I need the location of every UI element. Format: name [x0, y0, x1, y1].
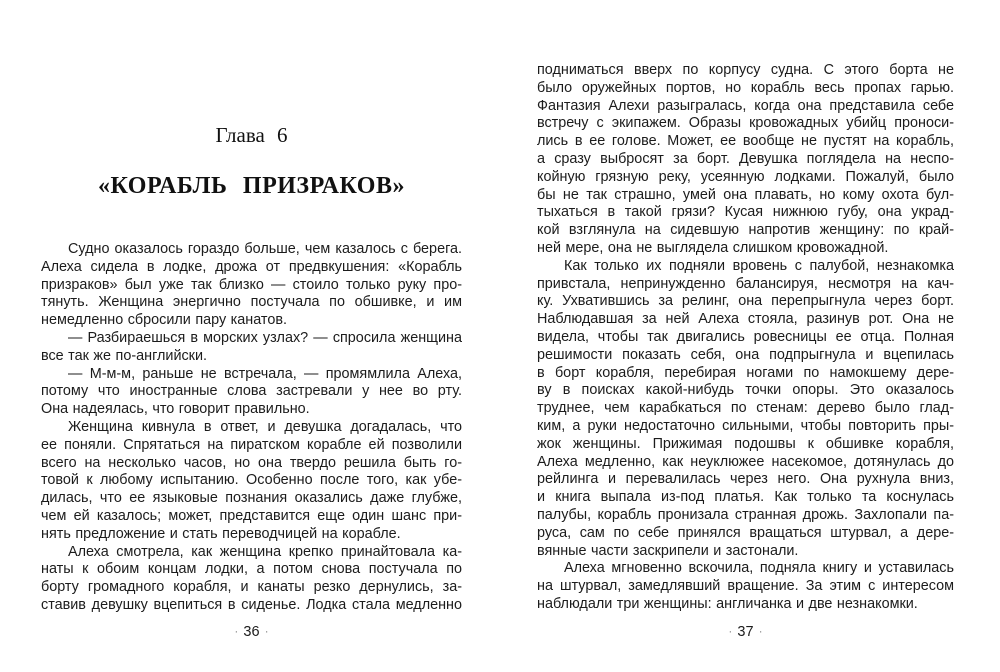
left-page-body-text	[41, 241, 462, 615]
text-line: встречу с экипажем. Образы кровожадных убийц проноси-	[537, 115, 954, 132]
text-line: палубы, корабль пронизала странная дрожь. Захлопали па-	[537, 506, 954, 523]
text-line: а сразу выбросят за борт. Девушка поглядела на неспо-	[537, 150, 954, 167]
paragraph	[41, 330, 462, 366]
chapter-number: Глава 6	[215, 123, 288, 147]
page-number-ornament: ·	[264, 624, 269, 638]
text-line: в борт корабля, перебирая ногами по намокшему дере-	[537, 364, 954, 381]
paragraph	[41, 419, 462, 544]
text-line: Фантазия Алехи разыгралась, когда она представила себе	[537, 97, 954, 114]
text-line: жок женщины. Прижимая подошвы к обшивке корабля,	[537, 435, 954, 452]
text-line: койную грязную реку, усеянную лодками. Пожалуй, было	[537, 168, 954, 185]
right-page	[537, 0, 954, 672]
top-margin	[537, 0, 954, 62]
page-number-ornament: ·	[758, 624, 763, 638]
text-line: привстала, непринужденно балансируя, несмотря на кач-	[537, 275, 954, 292]
text-line: нять предложение и стать переводчицей на корабле.	[41, 525, 401, 542]
text-line: тыхаться в такой грязи? Кусая нижнюю губу, она украд-	[537, 204, 954, 221]
text-line: Наблюдавшая за ней Алеха стояла, разинув рот. Она не	[537, 311, 954, 328]
text-line: Алеха мгновенно вскочила, подняла книгу и уставилась	[564, 560, 954, 577]
text-line: ку. Ухватившись за релинг, она перепрыгнула через борт.	[537, 293, 954, 310]
paragraph	[41, 366, 462, 419]
text-line: бы не так страшно, умей она плавать, но кому охота бул-	[537, 186, 954, 203]
text-line: труднее, чем карабкаться по стенам: дерево было глад-	[537, 400, 954, 417]
text-line: видела, чтобы так двигались ровесницы ее отца. Полная	[537, 328, 954, 345]
text-line: тянуть. Женщина энергично постучала по обшивке, и им	[41, 294, 462, 311]
paragraph	[41, 544, 462, 615]
text-line: — Разбираешься в морских узлах? — спросила женщина	[68, 329, 462, 346]
text-line: немедленно сбросили пару канатов.	[41, 312, 287, 329]
paragraph	[41, 241, 462, 330]
text-line: ставив девушку вцепиться в сиденье. Лодка стала медленно	[41, 596, 462, 613]
text-line: Алеха смотрела, как женщина крепко принайтовала ка-	[68, 543, 462, 560]
right-page-body-text	[537, 62, 954, 614]
text-line: ее поняли. Спрятаться на пиратском корабле ей позволили	[41, 436, 462, 453]
left-page	[41, 0, 462, 672]
page-number-value: 36	[243, 624, 260, 640]
text-line: товой к любому испытанию. Особенно после того, как убе-	[41, 472, 462, 489]
chapter-heading	[41, 0, 462, 241]
paragraph	[537, 62, 954, 258]
page-number-ornament: ·	[728, 624, 733, 638]
text-line: борту громадного корабля, и канаты резко дернулись, за-	[41, 579, 462, 596]
page-number-left	[41, 624, 462, 640]
text-line: Судно оказалось гораздо больше, чем казалось с берега.	[68, 241, 462, 257]
text-line: кой взглянула на сидевшую напротив женщину: по край-	[537, 222, 954, 239]
text-line: все так же по-английски.	[41, 347, 208, 364]
text-line: ву в поисках какой-нибудь точки опоры. Это оказалось	[537, 382, 954, 399]
page-number-value: 37	[737, 624, 754, 640]
page-number-right	[537, 624, 954, 640]
text-line: — М-м-м, раньше не встречала, — промямлила Алеха,	[68, 365, 462, 382]
text-line: всего на несколько часов, но она твердо решила быть го-	[41, 454, 462, 471]
text-line: дилась, что ее языковые познания оказались даже глубже,	[41, 490, 462, 507]
text-line: Она надеялась, что говорит правильно.	[41, 401, 310, 418]
text-line: наты к обоим концам лодки, а потом снова постучала по	[41, 561, 462, 578]
paragraph	[537, 560, 954, 613]
text-line: призраков» был уже так близко — стоило только руку про-	[41, 276, 462, 293]
text-line: вянные части заскрипели и застонали.	[537, 542, 799, 559]
text-line: наблюдали три женщины: англичанка и две незнакомки.	[537, 595, 918, 612]
paragraph	[537, 258, 954, 561]
text-line: потому что иностранные слова застревали у нее во рту.	[41, 383, 462, 400]
text-line: Женщина кивнула в ответ, и девушка догадалась, что	[68, 418, 462, 435]
text-line: руса, сам по себе принялся вращаться штурвал, а дере-	[537, 524, 954, 541]
text-line: было оружейных портов, но корабль весь пропах гарью.	[537, 79, 954, 96]
text-line: Как только их подняли вровень с палубой, незнакомка	[564, 257, 954, 274]
text-line: чем ей казалось; может, представится еще один шанс при-	[41, 507, 462, 524]
text-line: подниматься вверх по корпусу судна. С этого борта не	[537, 62, 954, 78]
text-line: ней мере, она не выглядела слишком кровожадной.	[537, 239, 889, 256]
text-line: лись в ее голове. Может, ее вообще не пустят на корабль,	[537, 133, 954, 150]
text-line: Алеха медленно, как неуклюжее насекомое, дотянулась до	[537, 453, 954, 470]
text-line: ким, а руки недостаточно сильными, чтобы повторить пры-	[537, 417, 954, 434]
text-line: решимости показать себя, она подпрыгнула и вцепилась	[537, 346, 954, 363]
text-line: на штурвал, замедлявший вращение. За этим с интересом	[537, 578, 954, 595]
page-number-ornament: ·	[234, 624, 239, 638]
chapter-title: «КОРАБЛЬ ПРИЗРАКОВ»	[98, 173, 405, 199]
text-line: и книга выпала из-под платья. Как только та коснулась	[537, 489, 954, 506]
text-line: Алеха сидела в лодке, дрожа от предвкушения: «Корабль	[41, 258, 462, 275]
text-line: рейлинга и перевалилась через него. Она рухнула вниз,	[537, 471, 954, 488]
